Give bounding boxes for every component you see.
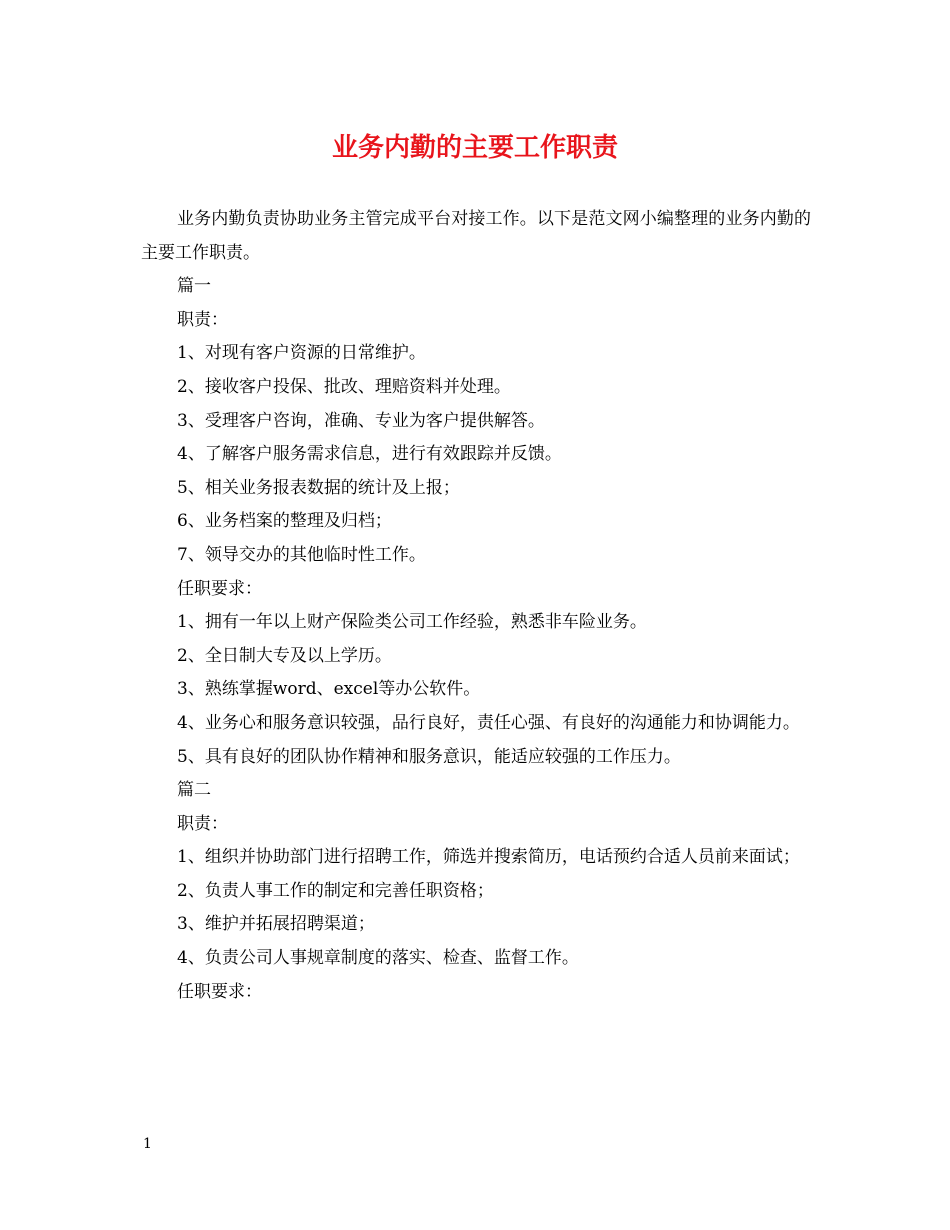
list-item: 3、受理客户咨询，准确、专业为客户提供解答。 <box>177 410 545 431</box>
list-item: 3、维护并拓展招聘渠道； <box>177 914 375 935</box>
list-item: 7、领导交办的其他临时性工作。 <box>177 544 426 565</box>
list-item: 4、了解客户服务需求信息，进行有效跟踪并反馈。 <box>177 444 562 465</box>
list-item: 2、接收客户投保、批改、理赔资料并处理。 <box>177 376 511 397</box>
requirements-heading: 任职要求： <box>177 981 262 1002</box>
list-item: 3、熟练掌握word、excel等办公软件。 <box>177 679 481 700</box>
list-item: 5、具有良好的团队协作精神和服务意识，能适应较强的工作压力。 <box>177 746 681 767</box>
list-item: 4、负责公司人事规章制度的落实、检查、监督工作。 <box>177 948 579 969</box>
list-item: 1、拥有一年以上财产保险类公司工作经验，熟悉非车险业务。 <box>177 612 647 633</box>
section-heading-part-one: 篇一 <box>177 276 211 297</box>
section-heading-part-two: 篇二 <box>177 780 211 801</box>
page-number: 1 <box>143 1136 152 1152</box>
document-body <box>141 203 811 1009</box>
responsibilities-heading: 职责： <box>177 309 228 330</box>
list-item: 5、相关业务报表数据的统计及上报； <box>177 477 460 498</box>
paragraph-intro: 业务内勤负责协助业务主管完成平台对接工作。以下是范文网小编整理的业务内勤的主要工作职责。 <box>141 209 811 263</box>
responsibilities-heading: 职责： <box>177 813 228 834</box>
list-item: 2、全日制大专及以上学历。 <box>177 645 392 666</box>
requirements-heading: 任职要求： <box>177 578 262 599</box>
list-item: 1、组织并协助部门进行招聘工作，筛选并搜索简历，电话预约合适人员前来面试； <box>177 847 800 868</box>
list-item: 1、对现有客户资源的日常维护。 <box>177 343 426 364</box>
list-item: 6、业务档案的整理及归档； <box>177 511 392 532</box>
document-title: 业务内勤的主要工作职责 <box>331 133 618 163</box>
list-item: 4、业务心和服务意识较强，品行良好，责任心强、有良好的沟通能力和协调能力。 <box>177 712 800 733</box>
list-item: 2、负责人事工作的制定和完善任职资格； <box>177 880 494 901</box>
